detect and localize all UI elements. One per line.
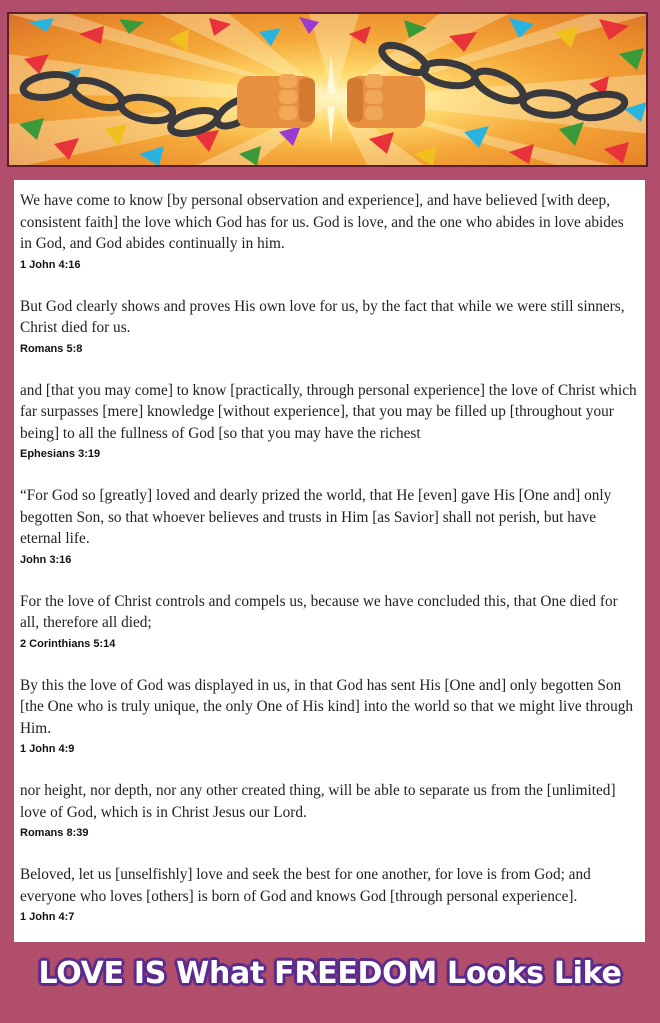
verse-block <box>20 780 639 839</box>
hero-banner <box>7 12 648 167</box>
verse-text: “For God so [greatly] loved and dearly prized the world, that He [even] gave His [One and] only begotten Son, so that whoever believes and trusts in Him [as Savior] shall not perish, but have eternal life. <box>20 487 612 547</box>
verse-reference: John 3:16 <box>20 553 72 566</box>
verse-reference: 1 John 4:9 <box>20 743 75 755</box>
verse-text: We have come to know [by personal observation and experience], and have believed [with deep, consistent faith] the love which God has for us. God is love, and the one who abides in love abides in God, and God abides continually in him. <box>20 192 624 252</box>
verses-panel <box>14 180 645 942</box>
verse-block <box>20 296 639 355</box>
verse-text: and [that you may come] to know [practically, through personal experience] the love of Christ which far surpasses [mere] knowledge [without experience], that you may be filled up [throughout your being] to all the fullness of God [so that you may have the richest <box>20 381 637 442</box>
verse-block <box>20 591 639 650</box>
verse-block <box>20 485 639 566</box>
verse-reference: Ephesians 3:19 <box>20 448 101 460</box>
verse-text: Beloved, let us [unselfishly] love and seek the best for one another, for love is from God; and everyone who loves [others] is born of God and knows God [through personal experience]. <box>20 866 591 905</box>
verse-reference: 1 John 4:7 <box>20 911 75 923</box>
verse-text: But God clearly shows and proves His own love for us, by the fact that while we were still sinners, Christ died for us. <box>20 297 625 336</box>
verse-text: For the love of Christ controls and compels us, because we have concluded this, that One died for all, therefore all died; <box>20 592 618 631</box>
verse-reference: 2 Corinthians 5:14 <box>20 637 116 650</box>
verse-reference: Romans 5:8 <box>20 342 83 355</box>
footer-title: LOVE IS What FREEDOM Looks Like <box>38 956 622 991</box>
verse-block <box>20 675 639 756</box>
verse-text: nor height, nor depth, nor any other created thing, will be able to separate us from the [unlimited] love of God, which is in Christ Jesus our Lord. <box>20 782 616 821</box>
verse-text: By this the love of God was displayed in us, in that God has sent His [One and] only begotten Son [the One who is truly unique, the only One of His kind] into the world so that we might live through Him. <box>20 676 634 737</box>
broken-chain-icon <box>9 14 648 167</box>
verse-reference: 1 John 4:16 <box>20 258 81 271</box>
verse-block <box>20 864 639 923</box>
verse-block <box>20 380 639 461</box>
verse-block <box>20 190 639 271</box>
verse-reference: Romans 8:39 <box>20 827 89 839</box>
